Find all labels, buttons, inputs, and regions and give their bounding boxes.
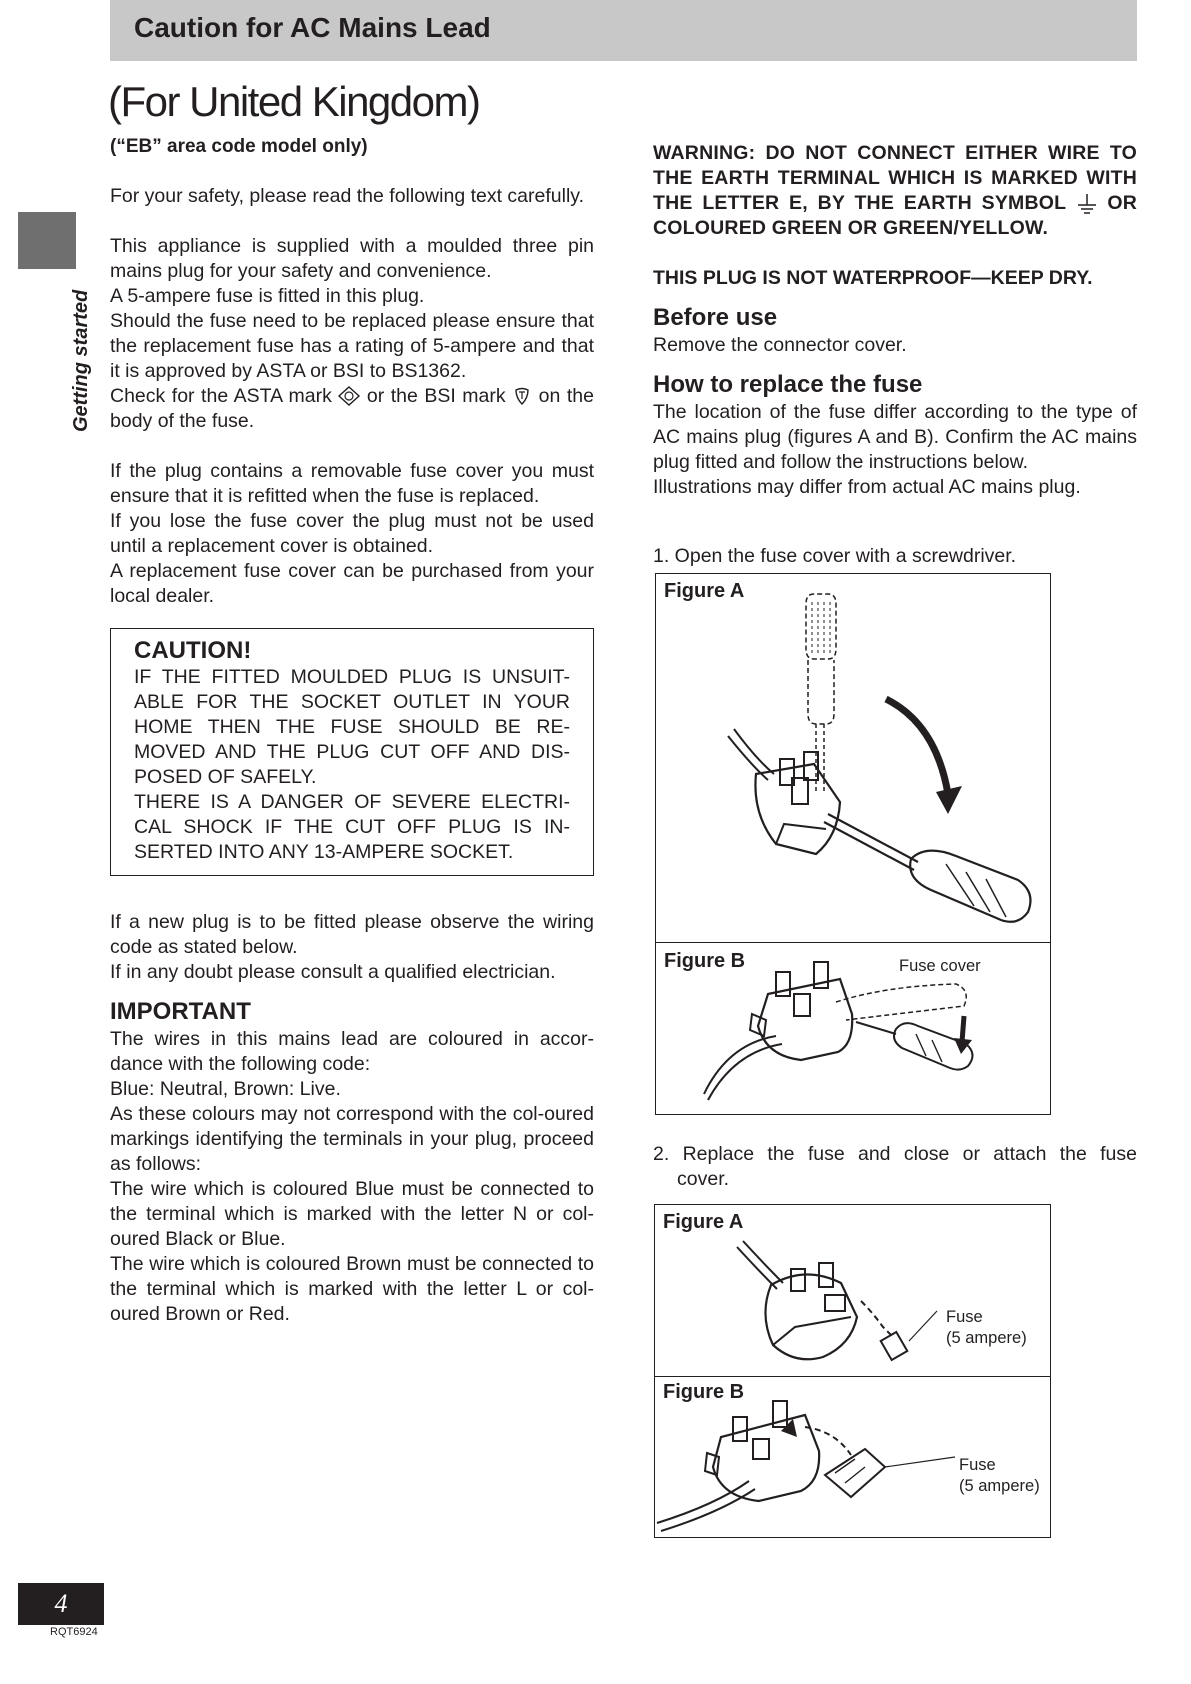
step-2	[653, 1142, 1137, 1192]
fuse-label-a-rating: (5 ampere)	[946, 1329, 1027, 1347]
fuse-label-b-title: Fuse	[959, 1456, 996, 1474]
replace-fuse-note: Illustrations may differ from actual AC mains plug.	[653, 476, 1081, 498]
fuse-cover-label: Fuse cover	[899, 957, 981, 975]
para-marks	[110, 384, 594, 434]
para-dealer: A replacement fuse cover can be purchased from your local dealer.	[110, 560, 594, 607]
waterproof-warning: THIS PLUG IS NOT WATERPROOF—KEEP DRY.	[653, 267, 1093, 289]
figure-replace-fuse	[654, 1204, 1051, 1538]
important-text-2: Blue: Neutral, Brown: Live.	[110, 1078, 341, 1100]
right-column	[653, 141, 1137, 500]
bsi-mark-icon	[512, 386, 532, 406]
para-electrician: If in any doubt please consult a qualified electrician.	[110, 961, 556, 983]
figure-b-label-2: Figure B	[663, 1381, 745, 1403]
document-code: RQT6924	[50, 1626, 98, 1638]
replace-fuse-heading: How to replace the fuse	[653, 371, 923, 398]
important-text-4: The wire which is coloured Blue must be connected to the terminal which is marked with the letter N or col-oured Black or Blue.	[110, 1178, 594, 1250]
caution-box	[110, 628, 594, 876]
para-lost-cover: If you lose the fuse cover the plug must not be used until a replacement cover is obtained.	[110, 510, 594, 557]
para-fuse-cover: If the plug contains a removable fuse cover you must ensure that it is refitted when the fuse is replaced.	[110, 460, 594, 507]
figure-a-label: Figure A	[664, 580, 745, 602]
page-number: 4	[18, 1583, 104, 1625]
intro-text: For your safety, please read the following text carefully.	[110, 185, 585, 207]
step-2-line-1: 2. Replace the fuse and close or attach the fuse	[653, 1143, 1137, 1165]
left-column	[110, 134, 594, 1327]
earth-symbol-icon	[1076, 193, 1098, 215]
earth-warning-text-2: OR COLOURED GREEN OR GREEN/YELLOW.	[653, 192, 1137, 239]
para-fuse: A 5-ampere fuse is fitted in this plug.	[110, 285, 425, 307]
earth-warning-text: WARNING: DO NOT CONNECT EITHER WIRE TO THE EARTH TERMINAL WHICH IS MARKED WITH THE LETTER E, BY THE EARTH SYMBOL	[653, 142, 1137, 214]
bsi-text: or the BSI mark	[366, 385, 506, 407]
important-text-3: As these colours may not correspond with the col-oured markings identifying the terminals in your plug, proceed as follows:	[110, 1103, 594, 1175]
section-marker	[18, 212, 76, 269]
figure-b-label: Figure B	[664, 950, 746, 972]
before-use-text: Remove the connector cover.	[653, 334, 907, 356]
para-replace: Should the fuse need to be replaced please ensure that the replacement fuse has a rating of 5-ampere and that it is approved by ASTA or BSI to BS1362.	[110, 310, 594, 382]
plug-screwdriver-illustration	[656, 574, 1050, 1114]
step-2-line-2: cover.	[677, 1168, 730, 1190]
caution-text-2: THERE IS A DANGER OF SEVERE ELECTRI-CAL SHOCK IF THE CUT OFF PLUG IS IN-SERTED INTO ANY 13-AMPERE SOCKET.	[134, 791, 570, 863]
para-plug: This appliance is supplied with a moulded three pin mains plug for your safety and convenience.	[110, 235, 594, 282]
asta-mark-icon	[338, 386, 360, 406]
fuse-replacement-illustration	[655, 1205, 1050, 1537]
figure-open-cover	[655, 573, 1051, 1115]
caution-text-1: IF THE FITTED MOULDED PLUG IS UNSUIT-ABLE FOR THE SOCKET OUTLET IN YOUR HOME THEN THE FUSE SHOULD BE RE-MOVED AND THE PLUG CUT OFF AND DIS-POSED OF SAFELY.	[134, 666, 570, 788]
important-text-1: The wires in this mains lead are coloured in accor-dance with the following code:	[110, 1028, 594, 1075]
fuse-label-b-rating: (5 ampere)	[959, 1477, 1040, 1495]
header-title: Caution for AC Mains Lead	[134, 12, 491, 43]
important-heading: IMPORTANT	[110, 998, 251, 1025]
step-1: 1. Open the fuse cover with a screwdriver.	[653, 545, 1017, 567]
caution-title: CAUTION!	[134, 637, 252, 664]
important-text-5: The wire which is coloured Brown must be connected to the terminal which is marked with the letter L or col-oured Brown or Red.	[110, 1253, 594, 1325]
fuse-label-a-title: Fuse	[946, 1308, 983, 1326]
replace-fuse-text: The location of the fuse differ according to the type of AC mains plug (figures A and B). Confirm the AC mains plug fitted and follow the instructions below.	[653, 401, 1137, 473]
asta-text: Check for the ASTA mark	[110, 385, 332, 407]
earth-warning	[653, 141, 1137, 241]
area-note: (“EB” area code model only)	[110, 136, 368, 157]
figure-a-label-2: Figure A	[663, 1211, 744, 1233]
page-title: (For United Kingdom)	[108, 78, 480, 125]
marks-end-text: on the body of the fuse.	[110, 385, 594, 432]
before-use-heading: Before use	[653, 304, 778, 331]
para-new-plug: If a new plug is to be fitted please observe the wiring code as stated below.	[110, 911, 594, 958]
section-label: Getting started	[70, 289, 92, 432]
